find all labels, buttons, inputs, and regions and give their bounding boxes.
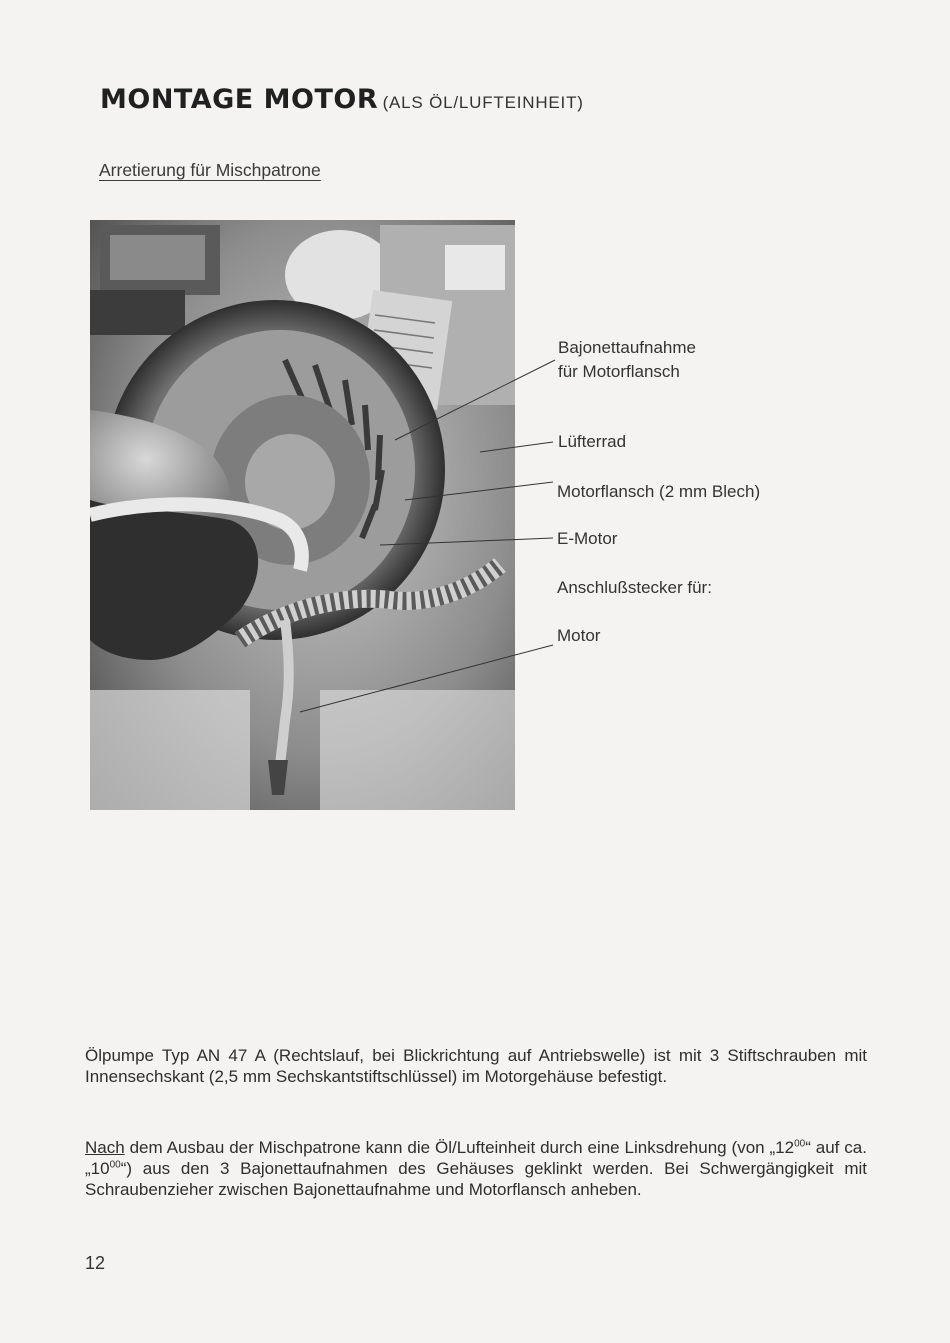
paragraph-ausbau-text: [85, 1137, 867, 1200]
title-subtitle: (ALS ÖL/LUFTEINHEIT): [382, 93, 584, 112]
callout-anschlussstecker: Anschlußstecker für:: [557, 578, 712, 597]
paragraph-ausbau-part2: “ auf ca. „10: [85, 1138, 867, 1178]
callout-bajonettaufnahme-line2: für Motorflansch: [558, 362, 680, 381]
paragraph-oelpumpe: [85, 1045, 867, 1087]
page-number: 12: [85, 1253, 106, 1273]
callout-e-motor: E-Motor: [557, 529, 618, 548]
callout-luefterrad: Lüfterrad: [558, 432, 627, 451]
paragraph-ausbau-part1: dem Ausbau der Mischpatrone kann die Öl/Lufteinheit durch eine Linksdrehung (von „12: [124, 1138, 795, 1157]
callout-motorflansch: Motorflansch (2 mm Blech): [557, 482, 761, 501]
paragraph-oelpumpe-text: Ölpumpe Typ AN 47 A (Rechtslauf, bei Blickrichtung auf Antriebswelle) ist mit 3 Stiftschrauben mit Innensechskant (2,5 mm Sechskantstiftschlüssel) im Motorgehäuse befestigt.: [85, 1046, 867, 1086]
paragraph-ausbau: [85, 1137, 867, 1200]
sup-10-00: 00: [109, 1159, 121, 1171]
callout-bajonettaufnahme-line1: Bajonettaufnahme: [558, 338, 696, 357]
title-main: MONTAGE MOTOR: [100, 84, 379, 115]
sup-12-00: 00: [794, 1138, 806, 1150]
underlined-word-nach: Nach: [85, 1138, 125, 1157]
callout-bajonettaufnahme: [558, 336, 696, 384]
paragraph-ausbau-part3: “) aus den 3 Bajonettaufnahmen des Gehäuses geklinkt werden. Bei Schwergängigkeit mit Schraubenzieher zwischen Bajonettaufnahme und Motorflansch anheben.: [85, 1159, 867, 1199]
callout-motor: Motor: [557, 626, 601, 645]
photo-subheading: Arretierung für Mischpatrone: [99, 160, 321, 180]
